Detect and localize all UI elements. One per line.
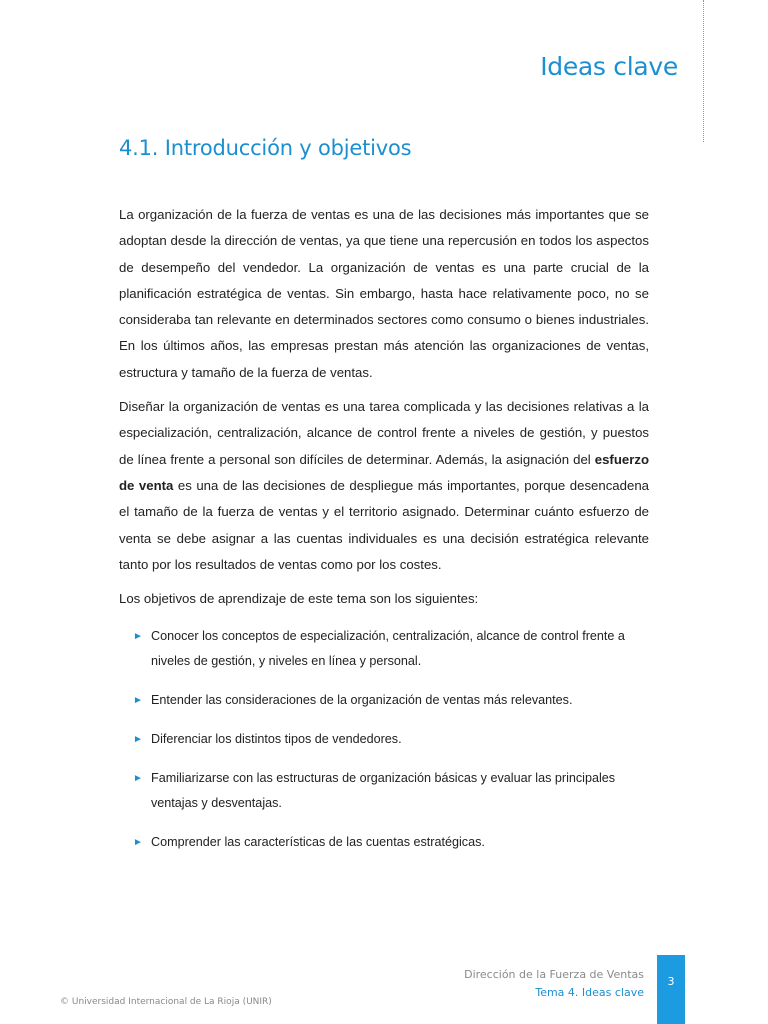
triangle-right-icon: ►	[133, 773, 143, 785]
triangle-right-icon: ►	[133, 631, 143, 643]
list-item	[119, 766, 649, 816]
paragraph-design	[119, 394, 649, 578]
copyright-notice: © Universidad Internacional de La Rioja (UNIR)	[60, 997, 272, 1007]
list-item	[119, 830, 649, 855]
paragraph-design-end: es una de las decisiones de despliegue más importantes, porque desencadena el tamaño de la fuerza de ventas y el territorio asignado. Determinar cuánto esfuerzo de venta se debe asignar a las cuentas individuales es una decisión estratégica relevante tanto por los resultados de ventas como por los costes.	[119, 477, 649, 572]
triangle-right-icon: ►	[133, 734, 143, 746]
section-title: 4.1. Introducción y objetivos	[119, 136, 412, 160]
paragraph-design-start: Diseñar la organización de ventas es una tarea complicada y las decisiones relativas a la especialización, centralización, alcance de control frente a niveles de gestión, y puestos de línea frente a personal son difíciles de determinar. Además, la asignación del	[119, 399, 649, 467]
list-item-text: Diferenciar los distintos tipos de vendedores.	[151, 732, 402, 747]
side-dotted-rule	[703, 0, 704, 142]
paragraph-intro: La organización de la fuerza de ventas es una de las decisiones más importantes que se adoptan desde la dirección de ventas, ya que tiene una repercusión en todos los aspectos de desempeño del vendedor. La organización de ventas es una parte crucial de la planificación estratégica de ventas. Sin embargo, hasta hace relativamente poco, no se consideraba tan relevante en determinados sectores como consumo o bienes industriales. En los últimos años, las empresas prestan más atención las organizaciones de ventas, estructura y tamaño de la fuerza de ventas.	[119, 207, 649, 380]
list-item-text: Conocer los conceptos de especialización, centralización, alcance de control frente a niveles de gestión, y niveles en línea y personal.	[151, 629, 625, 669]
triangle-right-icon: ►	[133, 837, 143, 849]
list-item-text: Familiarizarse con las estructuras de organización básicas y evaluar las principales ventajas y desventajas.	[151, 771, 616, 811]
list-item-text: Entender las consideraciones de la organización de ventas más relevantes.	[151, 693, 573, 708]
bold-term: esfuerzo de venta	[119, 451, 649, 493]
footer-topic: Tema 4. Ideas clave	[535, 986, 644, 999]
page-number: 3	[657, 955, 685, 1024]
list-item	[119, 688, 649, 713]
main-content	[119, 202, 649, 869]
triangle-right-icon: ►	[133, 695, 143, 707]
list-item	[119, 727, 649, 752]
header-title: Ideas clave	[540, 52, 678, 81]
objectives-list	[119, 624, 649, 855]
paragraph-objectives-intro: Los objetivos de aprendizaje de este tema son los siguientes:	[119, 591, 479, 607]
footer-course-name: Dirección de la Fuerza de Ventas	[464, 968, 644, 981]
list-item	[119, 624, 649, 674]
list-item-text: Comprender las características de las cuentas estratégicas.	[151, 835, 485, 850]
